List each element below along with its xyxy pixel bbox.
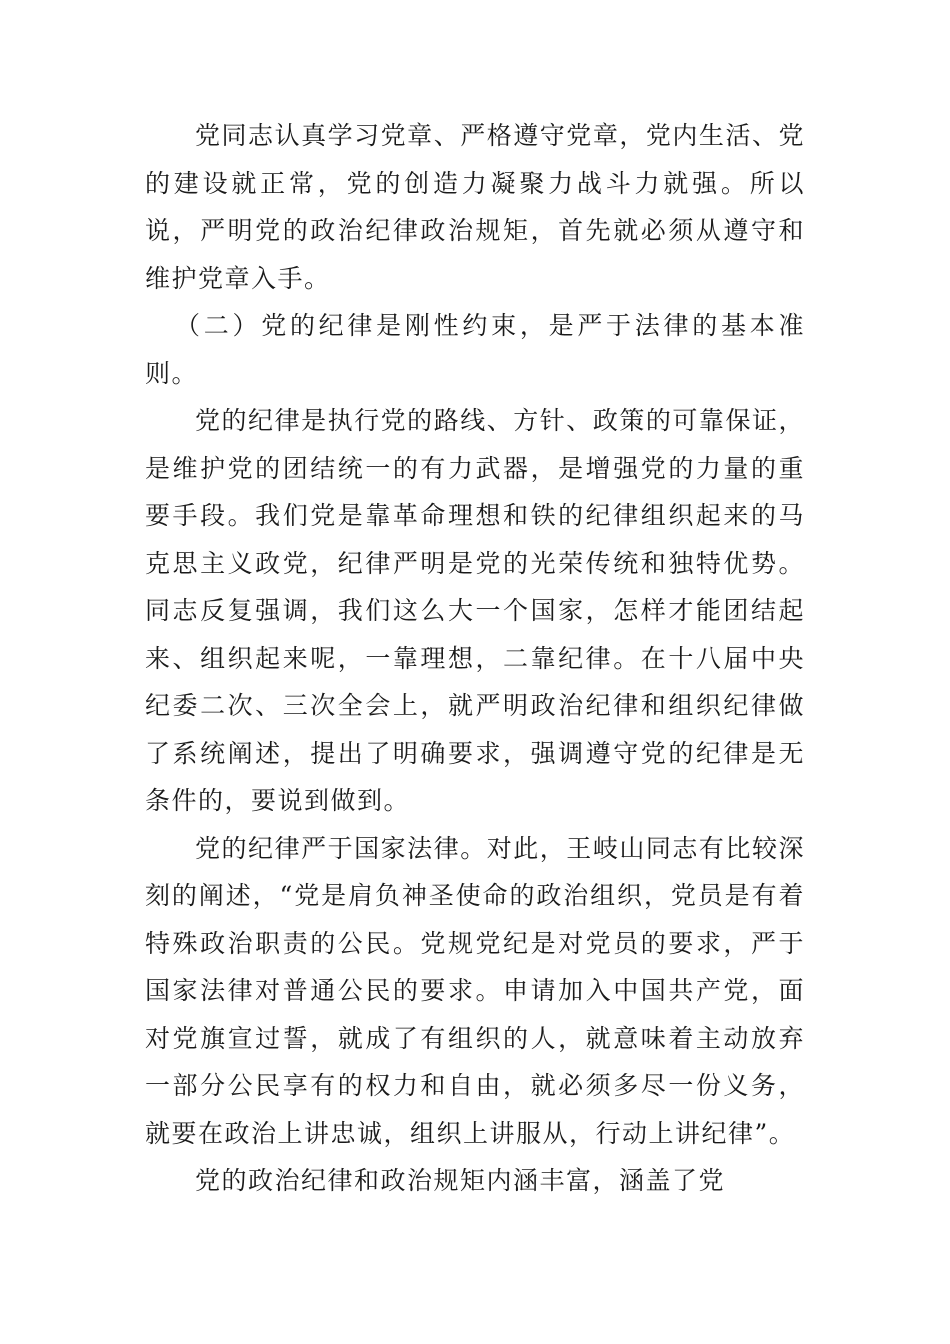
paragraph-1: 党同志认真学习党章、严格遵守党章，党内生活、党的建设就正常，党的创造力凝聚力战斗力就强。所以说，严明党的政治纪律政治规矩，首先就必须从遵守和维护党章入手。 (145, 121, 805, 293)
paragraph-3: 党的纪律严于国家法律。对此，王岐山同志有比较深刻的阐述，“党是肩负神圣使命的政治组织，党员是有着特殊政治职责的公民。党规党纪是对党员的要求，严于国家法律对普通公民的要求。申请加入中国共产党，面对党旗宣过誓，就成了有组织的人，就意味着主动放弃一部分公民享有的权力和自由，就必须多尽一份义务，就要在政治上讲忠诚，组织上讲服从，行动上讲纪律”。 (145, 833, 805, 1148)
paragraph-2: 党的纪律是执行党的路线、方针、政策的可靠保证，是维护党的团结统一的有力武器，是增强党的力量的重要手段。我们党是靠革命理想和铁的纪律组织起来的马克思主义政党，纪律严明是党的光荣传统和独特优势。同志反复强调，我们这么大一个国家，怎样才能团结起来、组织起来呢，一靠理想，二靠纪律。在十八届中央纪委二次、三次全会上，就严明政治纪律和组织纪律做了系统阐述，提出了明确要求，强调遵守党的纪律是无条件的，要说到做到。 (145, 406, 805, 815)
section-heading: （二）党的纪律是刚性约束，是严于法律的基本准则。 (145, 311, 805, 388)
document-body (145, 112, 805, 1205)
paragraph-4: 党的政治纪律和政治规矩内涵丰富，涵盖了党 (195, 1166, 726, 1195)
